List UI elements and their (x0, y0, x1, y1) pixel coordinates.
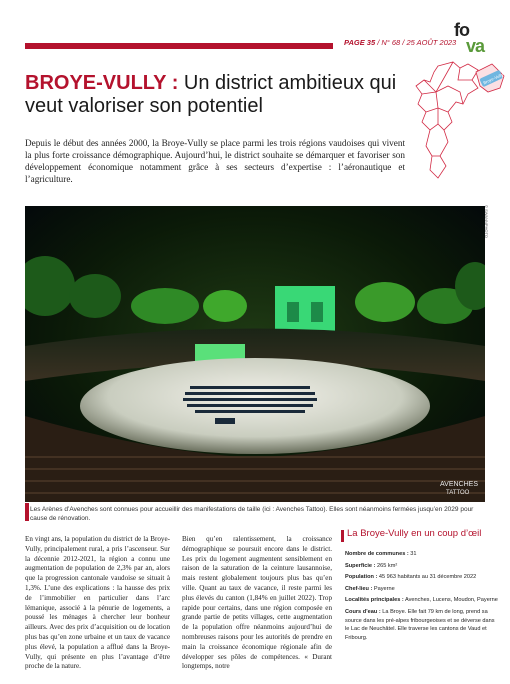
watermark-line1: AVENCHES (440, 481, 478, 488)
title-highlight: BROYE-VULLY : (25, 72, 179, 94)
fact-box (341, 528, 501, 668)
fact-item: Cours d’eau : La Broye. Elle fait 79 km de long, prend sa source dans les pré-alpes fribourgeoises et se déverse dans le Lac de Neuchâtel. Elle traverse les cantons de Vaud et Fribourg. (345, 608, 495, 641)
lead-paragraph: Depuis le début des années 2000, la Broye-Vully se place parmi les trois régions vaudoises qui vivent la plus forte croissance démographique. Aujourd’hui, le district souhaite se démarquer et favoriser son développement économique notamment grâce à ses secteurs d’expertise : l’aéronautique et l’agriculture. (25, 138, 405, 184)
header-rule (25, 43, 333, 49)
page-number: PAGE 35 (344, 38, 376, 47)
map-label: Broye-Vully (482, 71, 504, 86)
logo-bottom: va (466, 36, 485, 56)
caption-rule (25, 503, 29, 521)
article-title (25, 72, 425, 118)
fact-item: Localités principales : Avenches, Lucens, Moudon, Payerne (345, 597, 498, 604)
fact-item: Chef-lieu : Payerne (345, 585, 395, 592)
arena-photo (25, 206, 485, 502)
fact-item: Population : 45 963 habitants au 31 décembre 2022 (345, 574, 477, 581)
fact-box-bar (341, 530, 344, 542)
page-info (344, 38, 456, 47)
issue-info: / N° 68 / 25 AOÛT 2023 (375, 38, 457, 47)
fact-item: Nombre de communes : 31 (345, 551, 417, 557)
photo-credit: © SWANNPHOTO (484, 205, 489, 238)
photo-caption: Les Arènes d’Avenches sont connues pour accueillir des manifestations de taille (ici : Avenches Tattoo). Elles sont néanmoins fermées jusqu’en 2029 pour cause de rénovation. (30, 506, 474, 522)
body-column-1: En vingt ans, la population du district de la Broye-Vully, principalement rural, a pris l’ascenseur. Sur la décennie 2012-2021, la région a connu une augmentation de population de 2,3% par an, alors que la progression cantonale vaudoise se situait à 1,3%. L’une des explications : la hausse des prix de l’immobilier en particulier dans l’arc lémanique, associé à la pénurie de logements, a poussé les ménages à chercher leur bonheur ailleurs. Avec des prix d’acquisition ou de location plus bas qu’en zone urbaine et un taux de vacance plus élevé, la population a afflué dans la Broye-Vully, qui présente en plus l’avantage d’être proche de la nature. (25, 535, 170, 671)
watermark-line2: TATTOO (446, 490, 470, 496)
title-rest: Un district ambitieux qui veut valoriser son potentiel (25, 72, 397, 117)
fact-item: Superficie : 265 km² (345, 562, 398, 569)
body-column-2: Bien qu’en ralentissement, la croissance démographique se poursuit encore dans le district. Les prix du logement augmentent sensiblement en raison de la saturation de la ceinture lausannoise, mais restent globalement toujours plus bas qu’en ville. Quant au taux de vacance, il reste parmi les plus élevés du canton (1,84% en juillet 2022). Trop rapide pour certains, dans une région composée en grande partie de petits villages, cette augmentation de la population offre néanmoins aujourd’hui de nombreuses raisons pour les autorités de prendre en main la croissance économique régionale afin de développer ses pôles de compétences. « Durant longtemps, notre (182, 535, 332, 671)
fact-list (345, 550, 500, 645)
fact-box-title: La Broye-Vully en un coup d’œil (347, 528, 482, 539)
tower (275, 286, 335, 336)
logo-top: fo (454, 20, 469, 40)
